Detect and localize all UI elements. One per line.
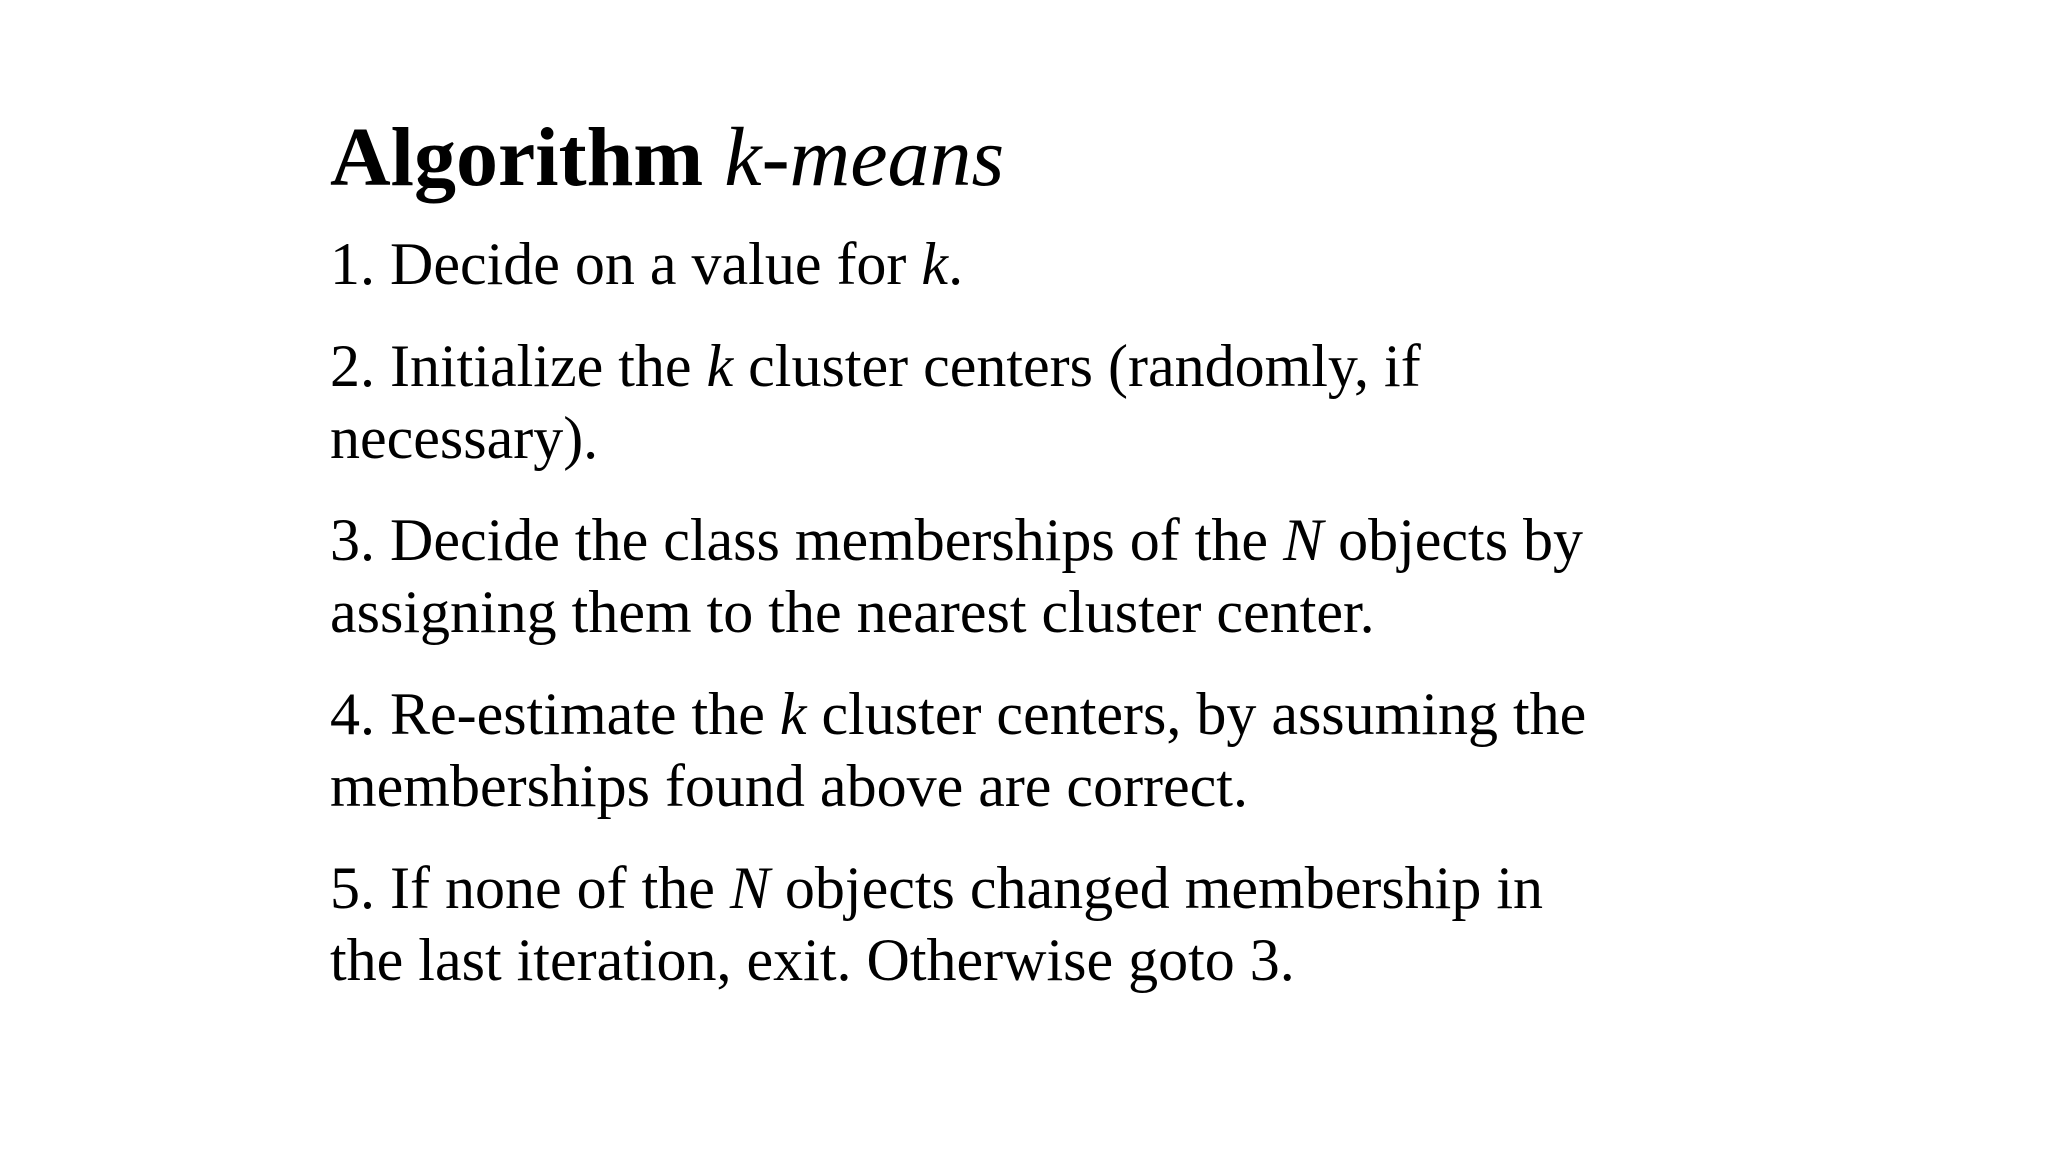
step-text: 3. Decide the class memberships of the [330,507,1284,573]
step-text: objects changed membership in [769,855,1544,921]
title-word: Algorithm [330,111,704,204]
step-line [330,750,1730,822]
step-text: assigning them to the nearest cluster center. [330,579,1375,645]
step-line [330,924,1730,996]
step-text: cluster centers, by assuming the [806,681,1587,747]
title-algorithm-name: k-means [724,111,1005,204]
step-line [330,330,1730,402]
step-text: 5. If none of the [330,855,730,921]
step-3 [330,504,1730,648]
step-text: the last iteration, exit. Otherwise goto 3. [330,927,1295,993]
step-text: 2. Initialize the [330,333,707,399]
italic-variable: N [1283,507,1324,573]
step-text: cluster centers (randomly, if [733,333,1421,399]
step-line [330,402,1730,474]
step-text: memberships found above are correct. [330,753,1248,819]
italic-variable: k [921,231,949,297]
step-1 [330,228,1730,300]
step-text: 1. Decide on a value for [330,231,922,297]
step-line [330,228,1730,300]
step-5 [330,852,1730,996]
step-line [330,504,1730,576]
italic-variable: N [729,855,770,921]
step-line [330,852,1730,924]
slide-content [330,108,1730,1026]
step-text: 4. Re-estimate the [330,681,780,747]
slide-title [330,108,1730,208]
step-text: necessary). [330,405,599,471]
step-2 [330,330,1730,474]
step-text: . [948,231,964,297]
step-line [330,678,1730,750]
italic-variable: k [779,681,807,747]
step-4 [330,678,1730,822]
step-list [330,228,1730,996]
italic-variable: k [706,333,734,399]
step-text: objects by [1323,507,1584,573]
step-line [330,576,1730,648]
